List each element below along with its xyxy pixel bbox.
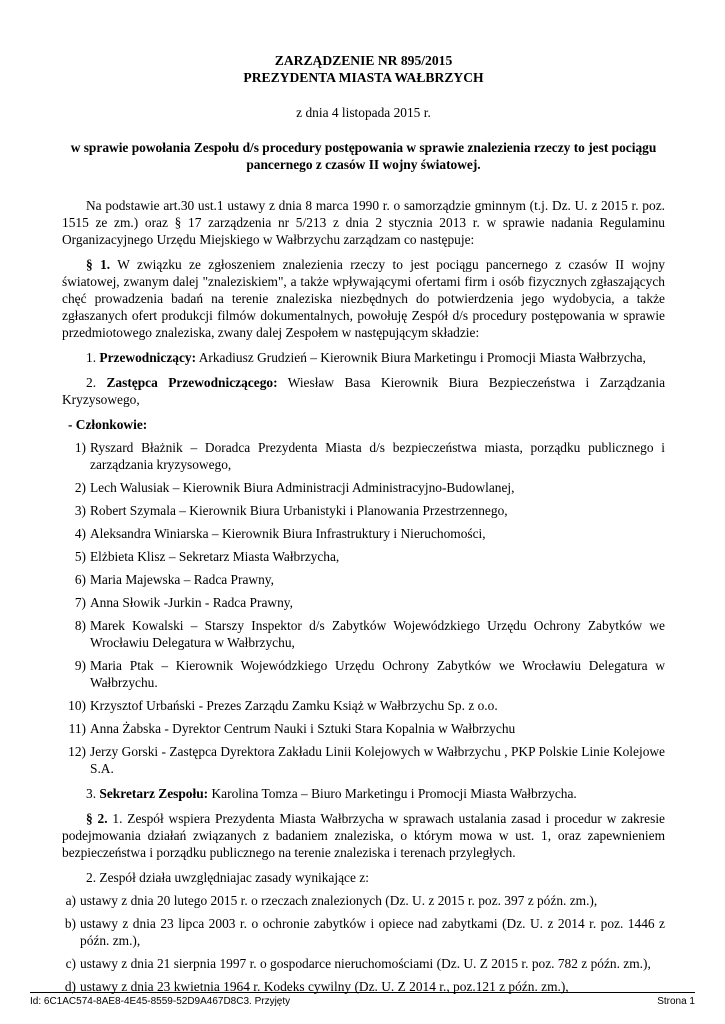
law-item (62, 955, 665, 972)
member-item-text: Aleksandra Winiarska – Kierownik Biura Infrastruktury i Nieruchomości, (90, 526, 486, 541)
member-item-text: Maria Majewska – Radca Prawny, (90, 572, 274, 587)
member-item (62, 439, 665, 473)
member-item (62, 657, 665, 691)
deputy-entry (62, 374, 665, 408)
member-item-number: 1) (74, 440, 86, 455)
member-item-number: 4) (74, 526, 86, 541)
section-2-paragraph-1 (62, 810, 665, 861)
preamble: Na podstawie art.30 ust.1 ustawy z dnia 8 marca 1990 r. o samorządzie gminnym (t.j. Dz. U. z 2015 r. poz. 1515 ze zm.) oraz § 17 zarządzenia nr 5/213 z dnia 2 stycznia 2013 r. w sprawie nadania Regulaminu Organizacyjnego Urzędu Miejskiego w Wałbrzychu zarządzam co następuje: (62, 198, 665, 247)
section-2-paragraph-2: 2. Zespół działa uwzględniajac zasady wynikające z: (86, 870, 369, 885)
law-item (62, 892, 665, 909)
page-number: Strona 1 (657, 996, 695, 1007)
section-1-paragraph (62, 256, 665, 341)
member-item-number: 11) (68, 721, 86, 736)
member-item-number: 3) (74, 503, 86, 518)
law-item (62, 915, 665, 949)
member-item (62, 743, 665, 777)
member-item-text: Elżbieta Klisz – Sekretarz Miasta Wałbrzycha, (90, 549, 340, 564)
secretary-label: Sekretarz Zespołu: (99, 786, 209, 801)
page-footer (30, 992, 695, 1008)
member-item-number: 8) (74, 618, 86, 633)
member-item-text: Marek Kowalski – Starszy Inspektor d/s Zabytków Wojewódzkiego Urzędu Ochrony Zabytków we Wrocławiu Delegatura w Wałbrzychu, (90, 618, 665, 650)
member-item-text: Lech Walusiak – Kierownik Biura Administracji Administracyjno-Budowlanej, (90, 480, 515, 495)
member-item-number: 10) (68, 698, 86, 713)
laws-list (62, 892, 665, 995)
chair-entry (62, 349, 665, 366)
document-id: Id: 6C1AC574-8AE8-4E45-8559-52D9A467D8C3. Przyjęty (30, 996, 291, 1007)
law-item-number: d) (64, 979, 76, 994)
section-2-text: 1. Zespół wspiera Prezydenta Miasta Wałbrzycha w sprawach ustalania zasad i procedur w zakresie podejmowania działań związanych z badaniem znaleziska, o którym mowa w ust. 1, oraz zapewnieniem bezpieczeństwa i porządku publicznego na terenie znaleziska i terenach przyległych. (62, 811, 665, 860)
member-item (62, 502, 665, 519)
member-item (62, 697, 665, 714)
member-item (62, 617, 665, 651)
member-item-text: Anna Żabska - Dyrektor Centrum Nauki i Sztuki Stara Kopalnia w Wałbrzychu (90, 721, 516, 736)
law-item-text: ustawy z dnia 20 lutego 2015 r. o rzeczach znalezionych (Dz. U. z 2015 r. poz. 397 z późn. zm.), (80, 893, 598, 908)
law-item-text: ustawy z dnia 23 kwietnia 1964 r. Kodeks cywilny (Dz. U. Z 2014 r., poz.121 z późn. zm.), (80, 979, 569, 994)
members-heading: - Członkowie: (68, 417, 148, 432)
title-line-2: PREZYDENTA MIASTA WAŁBRZYCH (243, 70, 484, 85)
document-subject: w sprawie powołania Zespołu d/s procedury postępowania w sprawie znalezienia rzeczy to jest pociągu pancernego z czasów II wojny światowej. (70, 140, 657, 172)
member-item (62, 479, 665, 496)
law-item-text: ustawy z dnia 21 sierpnia 1997 r. o gospodarce nieruchomościami (Dz. U. Z 2015 r. poz. 782 z późn. zm.), (80, 956, 651, 971)
section-2-label: § 2. (86, 811, 108, 826)
deputy-number: 2. (86, 375, 97, 390)
member-item-text: Robert Szymala – Kierownik Biura Urbanistyki i Planowania Przestrzennego, (90, 503, 508, 518)
member-item-text: Anna Słowik -Jurkin - Radca Prawny, (90, 595, 293, 610)
member-item-number: 6) (74, 572, 86, 587)
member-item (62, 571, 665, 588)
document-date: z dnia 4 listopada 2015 r. (296, 105, 431, 120)
member-item-number: 12) (68, 744, 86, 759)
member-item-text: Ryszard Błażnik – Doradca Prezydenta Miasta d/s bezpieczeństwa miasta, porządku publicznego i zarządzania kryzysowego, (90, 440, 665, 472)
member-item-number: 5) (74, 549, 86, 564)
title-line-1: ZARZĄDZENIE NR 895/2015 (274, 53, 453, 68)
member-item (62, 720, 665, 737)
member-item-number: 2) (74, 480, 86, 495)
chair-text: Arkadiusz Grudzień – Kierownik Biura Marketingu i Promocji Miasta Wałbrzycha, (198, 350, 646, 365)
member-item-text: Maria Ptak – Kierownik Wojewódzkiego Urzędu Ochrony Zabytków we Wrocławiu Delegatura w Wałbrzychu. (90, 658, 665, 690)
law-item-number: a) (65, 893, 76, 908)
document-body (62, 52, 665, 995)
members-list (62, 439, 665, 777)
deputy-text: Wiesław Basa Kierownik Biura Bezpieczeństwa i Zarządzania Kryzysowego, (62, 375, 666, 407)
member-item (62, 525, 665, 542)
deputy-label: Zastępca Przewodniczącego: (106, 375, 278, 390)
secretary-entry (62, 785, 665, 802)
secretary-number: 3. (86, 786, 97, 801)
member-item (62, 548, 665, 565)
member-item (62, 594, 665, 611)
law-item-number: c) (65, 956, 76, 971)
member-item-number: 7) (74, 595, 86, 610)
secretary-text: Karolina Tomza – Biuro Marketingu i Promocji Miasta Wałbrzycha. (211, 786, 577, 801)
chair-number: 1. (86, 350, 97, 365)
law-item-text: ustawy z dnia 23 lipca 2003 r. o ochronie zabytków i opiece nad zabytkami (Dz. U. z 2014 r. poz. 1446 z późn. zm.), (80, 916, 665, 948)
member-item-text: Jerzy Gorski - Zastępca Dyrektora Zakładu Linii Kolejowych w Wałbrzychu , PKP Polskie Linie Kolejowe S.A. (90, 744, 665, 776)
member-item-number: 9) (74, 658, 86, 673)
member-item-text: Krzysztof Urbański - Prezes Zarządu Zamku Książ w Wałbrzychu Sp. z o.o. (90, 698, 498, 713)
law-item-number: b) (64, 916, 76, 931)
section-1-label: § 1. (86, 257, 111, 272)
chair-label: Przewodniczący: (99, 350, 197, 365)
section-1-text: W związku ze zgłoszeniem znalezienia rzeczy to jest pociągu pancernego z czasów II wojny światowej, zwanym dalej "znaleziskiem", a także wpływającymi ofertami firm i osób fizycznych zgłaszających chęć prowadzenia badań na terenie znaleziska niezbędnych do potwierdzenia jego wydobycia, a także zgłaszanych ofert produkcji filmów dokumentalnych, powołuję Zespół d/s procedury postępowania w sprawie przedmiotowego znaleziska, zwany dalej Zespołem w następującym składzie: (62, 257, 665, 340)
